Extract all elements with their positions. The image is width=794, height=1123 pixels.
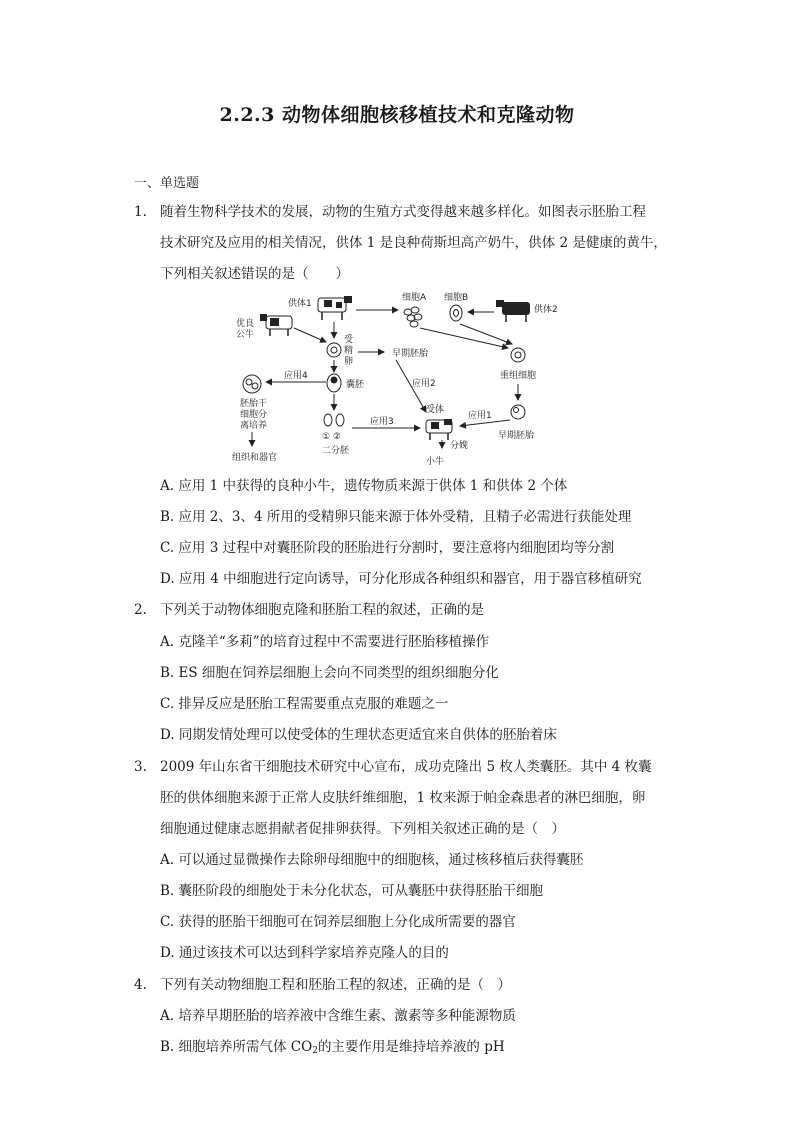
early-embryo-icon	[511, 405, 525, 419]
option-b: B. 囊胚阶段的细胞处于未分化状态，可从囊胚中获得胚胎干细胞	[160, 883, 544, 899]
option-b-text: B. 细胞培养所需气体 CO	[160, 1039, 313, 1055]
option-b-text-tail: 的主要作用是维持培养液的 pH	[317, 1039, 505, 1055]
cell-b-icon	[450, 305, 462, 321]
question-text: 技术研究及应用的相关情况，供体 1 是良种荷斯坦高产奶牛，供体 2 是健康的黄牛，	[160, 235, 667, 251]
recipient-label: 受体	[426, 405, 445, 415]
recipient-cow-icon	[426, 419, 452, 440]
calf-label: 小牛	[426, 457, 445, 467]
page-title: 2.2.3 动物体细胞核移植技术和克隆动物	[219, 104, 575, 126]
question-text: 下列有关动物细胞工程和胚胎工程的叙述，正确的是（ ）	[160, 977, 511, 993]
option-c: C. 获得的胚胎干细胞可在饲养层细胞上分化成所需要的器官	[160, 914, 516, 930]
app1-label: 应用1	[468, 411, 492, 421]
option-a: A. 可以通过显微操作去除卵母细胞中的细胞核，通过核移植后获得囊胚	[160, 852, 584, 868]
question-text: 随着生物科学技术的发展，动物的生殖方式变得越来越多样化。如图表示胚胎工程	[160, 204, 646, 220]
question-number: 2.	[134, 602, 147, 618]
embryo-engineering-diagram	[228, 288, 568, 468]
option-c: C. 排异反应是胚胎工程需要重点克服的难题之一	[160, 696, 449, 712]
option-a: A. 培养早期胚胎的培养液中含维生素、激素等多种能源物质	[160, 1008, 516, 1024]
zygote-icon	[327, 343, 341, 357]
cell-a-label: 细胞A	[402, 293, 427, 303]
option-d: D. 同期发情处理可以使受体的生理状态更适宜来自供体的胚胎着床	[160, 727, 557, 743]
cell-b-label: 细胞B	[444, 293, 469, 303]
good-bull-label-1: 优良	[236, 319, 255, 329]
question-number: 4.	[134, 977, 147, 993]
question-text: 细胞通过健康志愿捐献者促排卵获得。下列相关叙述正确的是（ ）	[160, 821, 565, 837]
option-a: A. 克隆羊“多莉”的培育过程中不需要进行胚胎移植操作	[160, 634, 490, 650]
option-d: D. 应用 4 中细胞进行定向诱导，可分化形成各种组织和器官，用于器官移植研究	[160, 571, 642, 587]
donor2-cow-icon	[496, 300, 530, 322]
good-bull-label-2: 公牛	[236, 330, 255, 340]
split-embryo-icon	[324, 414, 344, 426]
app4-label: 应用4	[284, 371, 308, 381]
tissues-label: 组织和器官	[232, 453, 278, 463]
option-a: A. 应用 1 中获得的良种小牛，遗传物质来源于供体 1 和供体 2 个体	[160, 478, 568, 494]
donor2-label: 供体2	[534, 305, 558, 315]
blastocyst-label: 囊胚	[346, 380, 365, 390]
donor1-cow-icon	[318, 296, 352, 320]
option-b	[160, 1038, 505, 1060]
two-split-label: 二分胚	[322, 446, 350, 456]
question-number: 3.	[134, 759, 147, 775]
recombinant-cell-icon	[511, 348, 525, 362]
option-c: C. 应用 3 过程中对囊胚阶段的胚胎进行分割时，要注意将内细胞团均等分割	[160, 540, 615, 556]
esc-label-1: 胚胎干	[240, 399, 268, 409]
question-text: 2009 年山东省干细胞技术研究中心宣布，成功克隆出 5 枚人类囊胚。其中 4 枚囊	[160, 759, 652, 775]
recombinant-cell-label: 重组细胞	[500, 371, 537, 381]
fertilized-label-2: 精	[344, 346, 354, 356]
app2-label: 应用2	[412, 379, 436, 389]
delivery-label: 分娩	[450, 441, 469, 451]
co2-subscript: 2	[312, 1046, 318, 1056]
question-text: 下列关于动物体细胞克隆和胚胎工程的叙述，正确的是	[160, 602, 484, 618]
donor1-label: 供体1	[288, 299, 312, 309]
question-text: 下列相关叙述错误的是（ ）	[160, 266, 349, 282]
esc-label-2: 细胞分	[240, 410, 268, 420]
option-b: B. ES 细胞在饲养层细胞上会向不同类型的组织细胞分化	[160, 665, 499, 681]
section-heading: 一、单选题	[134, 176, 200, 191]
fertilized-label-1: 受	[344, 335, 354, 345]
esc-label-3: 离培养	[240, 421, 268, 431]
split-marks-label: ① ②	[322, 432, 341, 442]
option-b: B. 应用 2、3、4 所用的受精卵只能来源于体外受精，且精子必需进行获能处理	[160, 509, 632, 525]
fertilized-label-3: 卵	[344, 357, 354, 367]
option-d: D. 通过该技术可以达到科学家培养克隆人的目的	[160, 945, 449, 961]
bull-icon	[260, 314, 292, 336]
question-number: 1.	[134, 204, 147, 220]
app3-label: 应用3	[370, 417, 394, 427]
early-embryo-top-label: 早期胚胎	[392, 349, 429, 359]
esc-culture-icon	[243, 375, 261, 393]
question-text: 胚的供体细胞来源于正常人皮肤纤维细胞，1 枚来源于帕金森患者的淋巴细胞，卵	[160, 790, 646, 806]
cell-a-icon	[404, 307, 422, 327]
early-embryo-right-label: 早期胚胎	[498, 431, 535, 441]
blastocyst-icon	[327, 374, 341, 392]
